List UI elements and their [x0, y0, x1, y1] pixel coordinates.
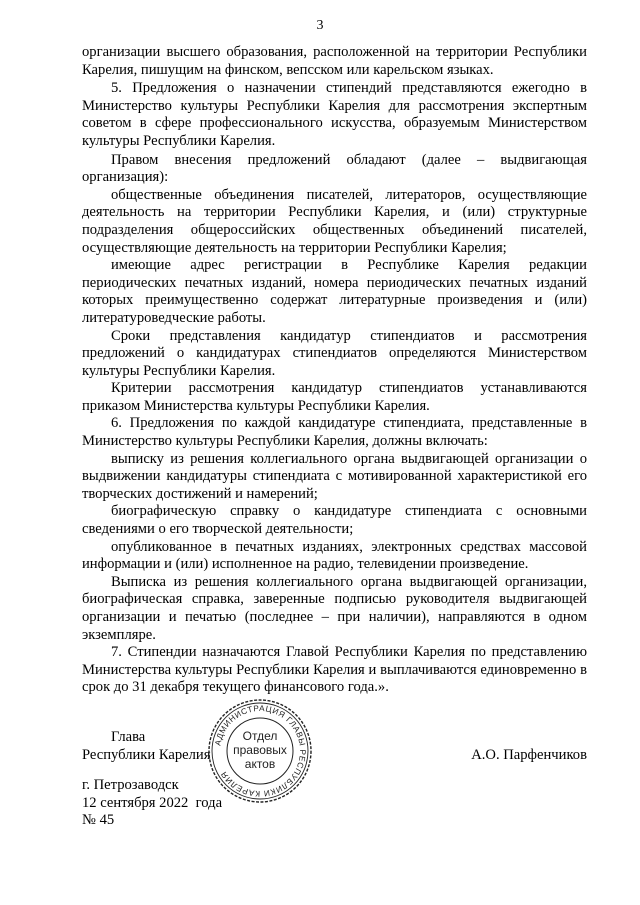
paragraph-right-of-submission: Правом внесения предложений обладают (далее – выдвигающая организация): [82, 151, 587, 186]
paragraph-continuation: организации высшего образования, расположенной на территории Республики Карелия, пишущим на финском, вепсском или карельском языках. [82, 44, 587, 78]
paragraph-copies: Выписка из решения коллегиального органа выдвигающей организации, биографическая справка, заверенные подписью руководителя выдвигающей организации и печатью (последнее – при наличии), направляются в одном экземпляре. [82, 573, 587, 643]
document-body [82, 44, 587, 697]
official-stamp [206, 697, 314, 805]
stamp-line-1: Отдел [242, 729, 278, 743]
signatory-name: А.О. Парфенчиков [471, 747, 587, 763]
stamp-seal-graphic [206, 697, 314, 805]
paragraph-extract: выписку из решения коллегиального органа выдвигающей организации о выдвижении кандидатуры стипендиата с мотивированной характеристикой его творческих достижений и намерений; [82, 450, 587, 502]
stamp-ring-text: АДМИНИСТРАЦИЯ ГЛАВЫ РЕСПУБЛИКИ КАРЕЛИЯ [213, 703, 308, 799]
footer-date: 12 сентября 2022 года [82, 794, 223, 811]
paragraph-editorial-offices: имеющие адрес регистрации в Республике Карелия редакции периодических печатных изданий, номера периодических печатных изданий которых преимущественно содержат литературные произведения и (или) литературоведческие работы. [82, 257, 587, 326]
paragraph-item-6: 6. Предложения по каждой кандидатуре стипендиата, представленные в Министерство культуры Республики Карелия, должны включать: [82, 415, 587, 450]
stamp-line-2: правовых [233, 743, 287, 757]
paragraph-item-5: 5. Предложения о назначении стипендий представляются ежегодно в Министерство культуры Республики Карелия для рассмотрения экспертным советом в сфере профессионального искусства, образуемым Министерством культуры Республики Карелия. [82, 80, 587, 149]
stamp-line-3: актов [244, 757, 276, 771]
page-number: 3 [316, 18, 324, 33]
paragraph-item-7: 7. Стипендии назначаются Главой Республики Карелия по представлению Министерства культуры Республики Карелия и выплачиваются единовременно в срок до 31 декабря текущего финансового года.». [82, 644, 587, 696]
paragraph-published-work: опубликованное в печатных изданиях, электронных средствах массовой информации и (или) исполненное на радио, телевидении произведение. [82, 538, 587, 573]
paragraph-criteria: Критерии рассмотрения кандидатур стипендиатов устанавливаются приказом Министерства культуры Республики Карелия. [82, 380, 587, 414]
signature-block [82, 729, 587, 769]
document-footer [82, 777, 222, 830]
paragraph-deadlines: Сроки представления кандидатур стипендиатов и рассмотрения предложений о кандидатурах стипендиатов определяются Министерством культуры Республики Карелия. [82, 327, 587, 379]
footer-number: № 45 [82, 812, 115, 829]
footer-city: г. Петрозаводск [82, 777, 179, 793]
signatory-title: Глава [111, 729, 146, 745]
signatory-organization: Республики Карелия [82, 747, 211, 763]
paragraph-writers-unions: общественные объединения писателей, литераторов, осуществляющие деятельность на территории Республики Карелия, и (или) структурные подразделения общероссийских общественных объединений писателей, осуществляющие деятельность на территории Республики Карелия; [82, 186, 587, 256]
paragraph-biography: биографическую справку о кандидатуре стипендиата с основными сведениями о его творческой деятельности; [82, 503, 587, 538]
